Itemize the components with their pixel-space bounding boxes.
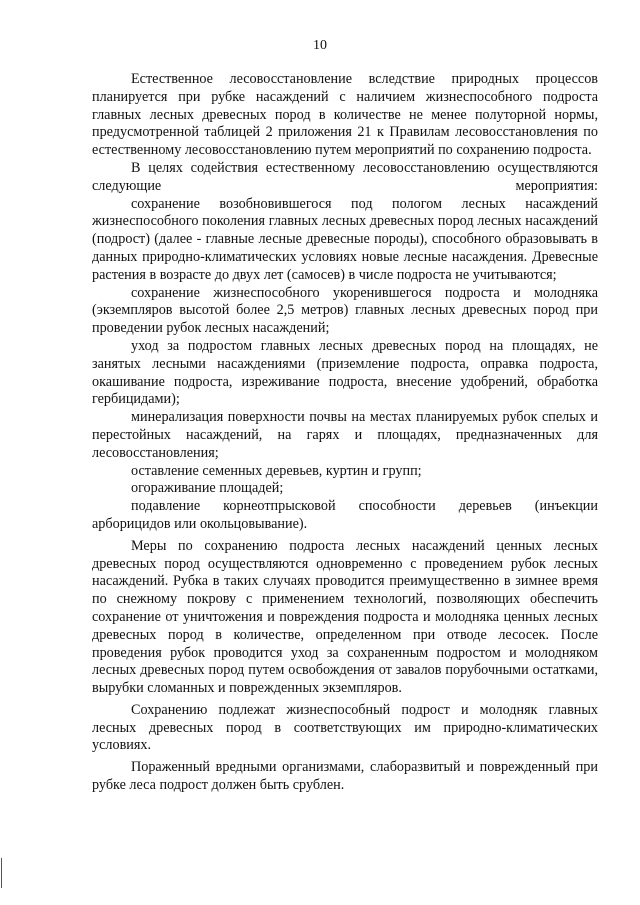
document-body	[92, 71, 598, 795]
scan-margin-mark	[1, 858, 2, 888]
list-item-seed-trees: оставление семенных деревьев, куртин и групп;	[131, 462, 422, 479]
list-item-undergrowth-care: уход за подростом главных лесных древесных пород на площадях, не занятых лесными насаждениями (приземление подроста, оправка подроста, окашивание подроста, изреживание подроста, внесение удобрений, обработка гербицидами);	[92, 337, 598, 408]
list-item-soil-mineralization: минерализация поверхности почвы на местах планируемых рубок спелых и перестойных насаждений, на гарях и площадях, предназначенных для лесовосстановления;	[92, 409, 598, 461]
paragraph-valuable-species-measures: Меры по сохранению подроста лесных насаждений ценных лесных древесных пород осуществляются одновременно с проведением рубок лесных насаждений. Рубка в таких случаях проводится преимущественно в зимнее время по снежному покрову с применением технологий, позволяющих обеспечить сохранение от уничтожения и повреждения подроста и молодняка ценных лесных древесных пород в количестве, определенном при отводе лесосек. После проведения рубок проводится уход за сохраненным подростом и молодняком лесных древесных пород путем освобождения от завалов порубочными остатками, вырубки сломанных и поврежденных экземпляров.	[92, 537, 598, 697]
list-item-young-growth-preservation: сохранение жизнеспособного укоренившегося подроста и молодняка (экземпляров высотой более 2,5 метров) главных лесных древесных пород при проведении рубок лесных насаждений;	[92, 284, 598, 337]
paragraph-damaged-undergrowth: Пораженный вредными организмами, слаборазвитый и поврежденный при рубке леса подрост должен быть срублен.	[92, 759, 598, 794]
list-item-root-sucker-suppression: подавление корнеотпрысковой способности деревьев (инъекции арборицидов или окольцовывание).	[92, 498, 598, 532]
paragraph-preservation-subject: Сохранению подлежат жизнеспособный подрост и молодняк главных лесных древесных пород в соответствующих им природно-климатических условиях.	[92, 701, 598, 754]
list-item-fencing: огораживание площадей;	[131, 480, 284, 497]
paragraph-measures-intro: В целях содействия естественному лесовосстановлению осуществляются следующие мероприятия:	[92, 159, 598, 194]
page-number: 10	[313, 38, 327, 53]
list-item-undergrowth-preservation: сохранение возобновившегося под пологом лесных насаждений жизнеспособного поколения главных лесных древесных пород лесных насаждений (подрост) (далее - главные лесные древесные породы), способного образовывать в данных природно-климатических условиях новые лесные насаждения. Древесные растения в возрасте до двух лет (самосев) в числе подроста не учитываются;	[92, 195, 598, 283]
paragraph-natural-reforestation: Естественное лесовосстановление вследствие природных процессов планируется при рубке насаждений с наличием жизнеспособного подроста главных лесных древесных пород в количестве не менее полуторной нормы, предусмотренной таблицей 2 приложения 21 к Правилам лесовосстановления по естественному лесовосстановлению путем мероприятий по сохранению подроста.	[92, 71, 598, 159]
